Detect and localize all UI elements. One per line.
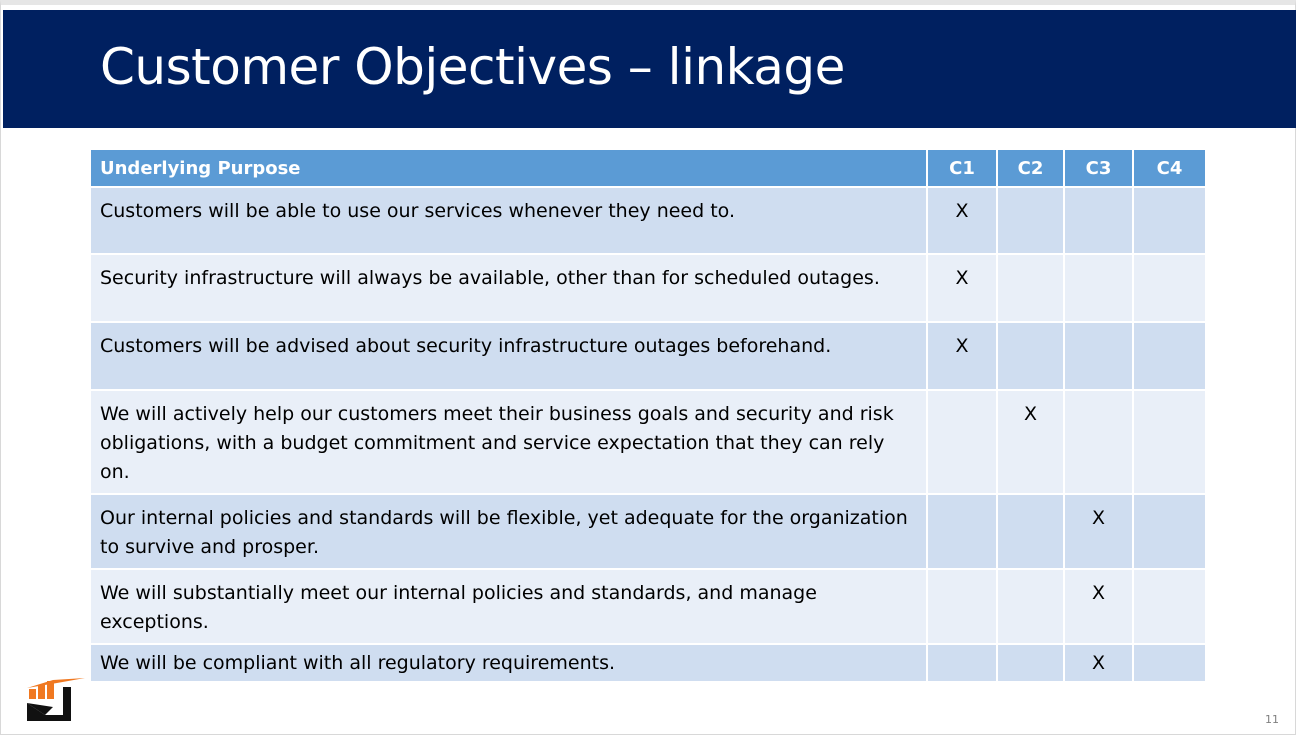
mark-cell-c2 [997, 569, 1064, 644]
purpose-cell: Security infrastructure will always be available, other than for scheduled outages. [90, 254, 927, 322]
mark-cell-c3: X [1064, 494, 1133, 569]
table-row [90, 187, 1206, 254]
page-number: 11 [1265, 713, 1279, 726]
table-row [90, 569, 1206, 644]
table-row [90, 644, 1206, 682]
mark-cell-c1 [927, 390, 997, 494]
purpose-cell: We will be compliant with all regulatory requirements. [90, 644, 927, 682]
mark-cell-c2 [997, 187, 1064, 254]
table-row [90, 390, 1206, 494]
mark-cell-c4 [1133, 322, 1206, 390]
mark-cell-c1 [927, 494, 997, 569]
mark-cell-c4 [1133, 390, 1206, 494]
table-header-row [90, 149, 1206, 187]
header-c4: C4 [1133, 149, 1206, 187]
header-underlying-purpose: Underlying Purpose [90, 149, 927, 187]
title-bar [3, 10, 1296, 128]
mark-cell-c4 [1133, 644, 1206, 682]
purpose-cell: We will actively help our customers meet their business goals and security and risk obligations, with a budget commitment and service expectation that they can rely on. [90, 390, 927, 494]
header-c2: C2 [997, 149, 1064, 187]
header-c3: C3 [1064, 149, 1133, 187]
mark-cell-c4 [1133, 494, 1206, 569]
purpose-cell: Our internal policies and standards will be flexible, yet adequate for the organization to survive and prosper. [90, 494, 927, 569]
table-row [90, 494, 1206, 569]
mark-cell-c2 [997, 644, 1064, 682]
purpose-cell: Customers will be advised about security infrastructure outages beforehand. [90, 322, 927, 390]
mark-cell-c2 [997, 254, 1064, 322]
purpose-cell: Customers will be able to use our services whenever they need to. [90, 187, 927, 254]
header-c1: C1 [927, 149, 997, 187]
mark-cell-c3 [1064, 390, 1133, 494]
mark-cell-c1: X [927, 322, 997, 390]
mark-cell-c3 [1064, 187, 1133, 254]
mark-cell-c3: X [1064, 644, 1133, 682]
mark-cell-c3 [1064, 322, 1133, 390]
mark-cell-c1 [927, 569, 997, 644]
slide-title: Customer Objectives – linkage [100, 38, 845, 96]
mark-cell-c2 [997, 494, 1064, 569]
mark-cell-c1: X [927, 254, 997, 322]
table-row [90, 322, 1206, 390]
mark-cell-c4 [1133, 187, 1206, 254]
mark-cell-c3: X [1064, 569, 1133, 644]
company-logo-icon [23, 677, 89, 723]
mark-cell-c4 [1133, 569, 1206, 644]
mark-cell-c3 [1064, 254, 1133, 322]
objectives-table [89, 148, 1207, 683]
mark-cell-c4 [1133, 254, 1206, 322]
purpose-cell: We will substantially meet our internal policies and standards, and manage exceptions. [90, 569, 927, 644]
mark-cell-c2: X [997, 390, 1064, 494]
mark-cell-c2 [997, 322, 1064, 390]
mark-cell-c1 [927, 644, 997, 682]
table-row [90, 254, 1206, 322]
mark-cell-c1: X [927, 187, 997, 254]
